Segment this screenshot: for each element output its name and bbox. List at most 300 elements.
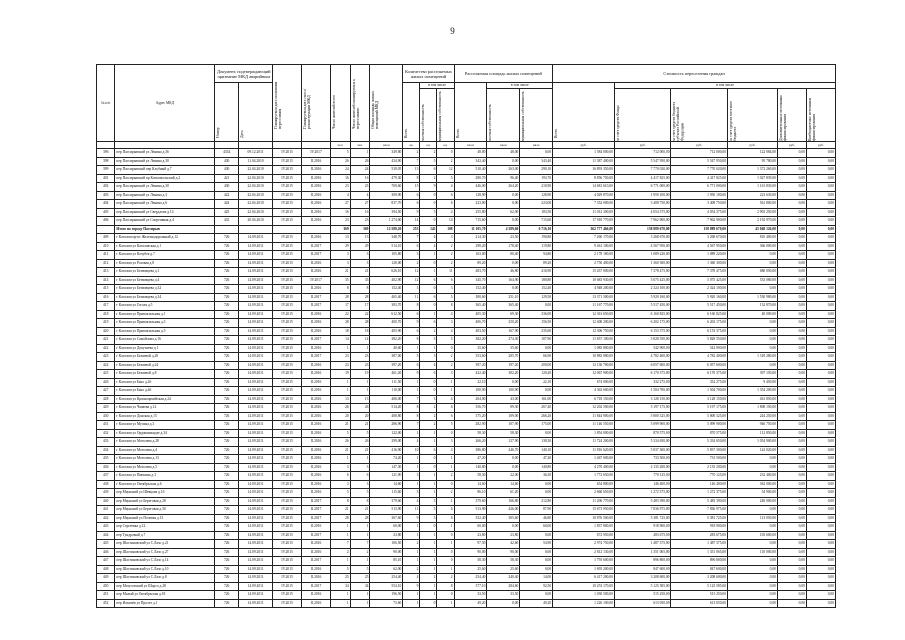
- table-cell: 5: [331, 489, 351, 498]
- table-cell: 2: [437, 574, 454, 583]
- table-cell: 405: [97, 208, 115, 217]
- table-cell: 1: [420, 438, 437, 447]
- table-cell: 403,50: [454, 327, 487, 336]
- table-cell: 3: [403, 489, 420, 498]
- table-cell: 14.09.2011: [238, 378, 272, 387]
- table-cell: 4: [420, 242, 437, 251]
- table-cell: 365,40: [454, 302, 487, 311]
- table-cell: 264,20: [487, 183, 520, 192]
- table-cell: 0,00: [728, 540, 778, 549]
- table-cell: 22,10: [520, 378, 553, 387]
- table-cell: 0,00: [728, 574, 778, 583]
- table-cell: 1 372 260,00: [728, 166, 778, 175]
- unit-cell: руб.: [671, 142, 728, 149]
- table-cell: 398: [97, 157, 115, 166]
- table-cell: 5: [331, 429, 351, 438]
- table-cell: 8: [403, 336, 420, 345]
- col-residents-planned-header: Число жителей планируемых к переселению: [351, 78, 360, 130]
- table-cell: 1: [420, 480, 437, 489]
- table-row: [97, 157, 836, 166]
- table-cell: 0,00: [777, 217, 806, 226]
- table-cell: 138,30: [520, 438, 553, 447]
- table-cell: 0,00: [520, 565, 553, 574]
- table-cell: 250,20: [487, 319, 520, 328]
- table-cell: 343,40: [454, 157, 487, 166]
- table-cell: 366 000,00: [728, 242, 778, 251]
- table-cell: 6: [437, 514, 454, 523]
- table-cell: 119,80: [520, 242, 553, 251]
- table-cell: 1 837 800,00: [553, 523, 615, 532]
- subtotal-row: [97, 225, 836, 234]
- table-cell: 14.09.2011: [238, 395, 272, 404]
- table-cell: 0,00: [806, 531, 835, 540]
- table-cell: 305,60: [487, 514, 520, 523]
- table-cell: 152,40: [370, 285, 403, 294]
- table-cell: II.2016: [302, 421, 331, 430]
- table-cell: IV.2015: [273, 217, 302, 226]
- table-cell: 09.12.2011: [238, 149, 272, 158]
- table-cell: 0,00: [520, 591, 553, 600]
- address-cell: пер Пассирывский пер Клубный д.7: [115, 166, 215, 175]
- table-cell: 1: [331, 387, 351, 396]
- table-cell: II.2016: [302, 480, 331, 489]
- table-cell: 726: [215, 429, 239, 438]
- table-cell: 14.09.2011: [238, 344, 272, 353]
- table-cell: 0,00: [806, 599, 835, 608]
- table-cell: 5 334 650,00: [614, 438, 671, 447]
- table-cell: 6 170 375,00: [671, 370, 728, 379]
- table-cell: 1: [350, 523, 370, 532]
- table-cell: 408,80: [370, 412, 403, 421]
- table-cell: 16 893 350,00: [553, 166, 615, 175]
- table-cell: 421: [215, 174, 239, 183]
- table-cell: 62,00: [487, 208, 520, 217]
- table-cell: 29: [350, 242, 370, 251]
- table-cell: 6: [403, 310, 420, 319]
- table-cell: 113 050,00: [728, 514, 778, 523]
- table-cell: 0,00: [777, 302, 806, 311]
- address-cell: пер Пассирывский пр Комсомольский д.2: [115, 174, 215, 183]
- table-cell: 0,00: [777, 276, 806, 285]
- table-cell: 2: [403, 259, 420, 268]
- table-cell: II.2017: [302, 497, 331, 506]
- table-cell: 1: [420, 557, 437, 566]
- table-cell: 18: [350, 327, 370, 336]
- table-cell: 5 197 175,00: [671, 404, 728, 413]
- table-cell: 96,40: [487, 174, 520, 183]
- table-cell: 6 057 600,00: [614, 361, 671, 370]
- table-cell: 90,00: [370, 548, 403, 557]
- table-cell: 8 856 750,00: [553, 174, 615, 183]
- table-cell: 5 517 450,00: [614, 302, 671, 311]
- table-cell: 0,00: [520, 344, 553, 353]
- table-cell: 1 360 300,00: [614, 259, 671, 268]
- table-cell: 6: [420, 370, 437, 379]
- col-plan-completion-header: Планируемая дата окончания переселения: [274, 81, 283, 130]
- table-cell: 21: [331, 268, 351, 277]
- table-cell: 0,00: [806, 361, 835, 370]
- table-cell: 1 950 100,00: [671, 191, 728, 200]
- table-cell: 0: [420, 200, 437, 209]
- table-cell: 152,40: [520, 285, 553, 294]
- table-cell: 451: [97, 591, 115, 600]
- table-cell: 379,60: [454, 497, 487, 506]
- table-row: [97, 327, 836, 336]
- table-cell: II.2016: [302, 523, 331, 532]
- table-cell: 2 178 180,00: [553, 251, 615, 260]
- table-cell: 726: [215, 276, 239, 285]
- table-cell: II.2017: [302, 336, 331, 345]
- table-cell: II.2017: [302, 353, 331, 362]
- table-cell: 5 099 900,00: [671, 421, 728, 430]
- table-cell: IV.2015: [273, 540, 302, 549]
- table-cell: 1: [437, 463, 454, 472]
- table-cell: 1 487 375,00: [671, 540, 728, 549]
- table-cell: 0,00: [777, 234, 806, 243]
- table-cell: 5: [350, 489, 370, 498]
- table-cell: 436: [97, 463, 115, 472]
- table-cell: 0: [437, 429, 454, 438]
- table-cell: 110,00: [370, 387, 403, 396]
- table-cell: 15 437 000,00: [553, 268, 615, 277]
- table-cell: 1: [403, 557, 420, 566]
- table-cell: 14,60: [487, 480, 520, 489]
- table-cell: 447: [97, 557, 115, 566]
- table-cell: 6: [420, 276, 437, 285]
- table-cell: IV.2015: [273, 497, 302, 506]
- table-cell: 14.09.2011: [238, 514, 272, 523]
- table-cell: 6: [403, 200, 420, 209]
- table-cell: 1 950 100,00: [614, 191, 671, 200]
- table-cell: 379,60: [370, 497, 403, 506]
- table-cell: 0,00: [777, 268, 806, 277]
- table-cell: 14.09.2011: [238, 497, 272, 506]
- table-cell: 1: [331, 599, 351, 608]
- table-cell: 161,00: [520, 395, 553, 404]
- table-cell: 0,00: [806, 438, 835, 447]
- unit-cell: руб.: [777, 142, 806, 149]
- table-cell: 46,80: [487, 268, 520, 277]
- table-cell: 7 352 000,00: [553, 200, 615, 209]
- table-cell: II.2016: [302, 387, 331, 396]
- table-cell: 6 202 175,00: [671, 319, 728, 328]
- table-cell: 3: [350, 480, 370, 489]
- address-cell: г Кагалом ул Безвовцева д.1: [115, 268, 215, 277]
- table-cell: 726: [215, 480, 239, 489]
- table-cell: 6: [403, 191, 420, 200]
- table-cell: 424: [97, 361, 115, 370]
- table-cell: 726: [215, 557, 239, 566]
- table-cell: 1: [437, 540, 454, 549]
- table-cell: 0: [420, 217, 437, 226]
- table-cell: 0,00: [728, 327, 778, 336]
- table-cell: II.2016: [302, 327, 331, 336]
- table-cell: 0,00: [777, 472, 806, 481]
- table-cell: 726: [215, 489, 239, 498]
- table-cell: 0,00: [806, 395, 835, 404]
- table-cell: 387,00: [370, 353, 403, 362]
- table-cell: 6: [403, 242, 420, 251]
- table-cell: 6 718 150,00: [553, 395, 615, 404]
- table-cell: 542 900,00: [614, 344, 671, 353]
- table-cell: 23,50: [487, 234, 520, 243]
- address-cell: Итого по городу Пассирыв: [115, 225, 215, 234]
- unit-cell: ед.: [420, 142, 437, 149]
- table-cell: 4 417 825,00: [614, 174, 671, 183]
- table-cell: 22.04.2010: [238, 191, 272, 200]
- table-cell: 0,00: [806, 387, 835, 396]
- table-cell: 121,90: [370, 472, 403, 481]
- table-cell: 11: [437, 268, 454, 277]
- table-cell: 4: [437, 208, 454, 217]
- unit-cell: чел.: [350, 142, 370, 149]
- table-cell: 17 918 770,00: [553, 217, 615, 226]
- table-cell: 726: [215, 336, 239, 345]
- table-cell: 2: [437, 361, 454, 370]
- table-cell: 14.09.2011: [238, 463, 272, 472]
- table-cell: II.2016: [302, 548, 331, 557]
- table-cell: 0,00: [777, 166, 806, 175]
- table-cell: 726: [215, 370, 239, 379]
- table-cell: 726: [215, 378, 239, 387]
- table-cell: IV.2015: [273, 310, 302, 319]
- table-cell: 3: [331, 463, 351, 472]
- unit-cell: кв.м: [487, 142, 520, 149]
- table-cell: 3 208 600,00: [614, 574, 671, 583]
- table-cell: 0,00: [487, 599, 520, 608]
- table-cell: 3: [437, 234, 454, 243]
- table-cell: 0,00: [806, 557, 835, 566]
- col-cost-local-header: за счет средств местного бюджета: [729, 101, 738, 142]
- table-cell: 89,30: [487, 404, 520, 413]
- table-cell: 561 800,00: [728, 200, 778, 209]
- address-cell: г Кагалом ул Беляевой д.8: [115, 370, 215, 379]
- table-cell: 43,00: [487, 395, 520, 404]
- table-cell: 6 057 600,00: [671, 361, 728, 370]
- table-cell: 2: [331, 548, 351, 557]
- table-cell: 726: [215, 472, 239, 481]
- table-cell: 40,60: [370, 344, 403, 353]
- table-cell: 190,80: [520, 234, 553, 243]
- col-count-incl-header: в том числе: [420, 83, 454, 89]
- col-cost-fund-header: за счет средств Фонда: [615, 105, 620, 142]
- table-cell: 14.09.2011: [238, 310, 272, 319]
- table-cell: IV.2015: [273, 276, 302, 285]
- table-cell: 22.04.2010: [238, 183, 272, 192]
- table-row: [97, 319, 836, 328]
- table-cell: 7 378 475,00: [614, 268, 671, 277]
- table-cell: 0,00: [777, 225, 806, 234]
- table-cell: 1: [403, 429, 420, 438]
- table-cell: 0,00: [728, 336, 778, 345]
- table-cell: 0,00: [777, 378, 806, 387]
- table-cell: 4 567 950,00: [614, 242, 671, 251]
- table-cell: 726: [215, 268, 239, 277]
- table-cell: 0,00: [806, 421, 835, 430]
- table-cell: 285,70: [487, 353, 520, 362]
- table-cell: 0: [420, 285, 437, 294]
- table-cell: 0,00: [806, 489, 835, 498]
- table-cell: 417: [97, 302, 115, 311]
- table-cell: 1: [420, 540, 437, 549]
- table-cell: 510,40: [454, 166, 487, 175]
- table-cell: II.2016: [302, 191, 331, 200]
- address-cell: пер Пассирывский ул Ленина д.36: [115, 149, 215, 158]
- table-cell: 4 054 375,00: [671, 208, 728, 217]
- table-cell: II.2017: [302, 302, 331, 311]
- table-cell: 450: [97, 582, 115, 591]
- table-cell: II.2016: [302, 378, 331, 387]
- table-cell: 142 020,00: [728, 446, 778, 455]
- table-cell: 6: [403, 327, 420, 336]
- table-cell: 0,00: [777, 174, 806, 183]
- table-row: [97, 472, 836, 481]
- unit-cell: кв.м: [454, 142, 487, 149]
- table-cell: 452: [97, 599, 115, 608]
- table-cell: 1: [420, 472, 437, 481]
- table-cell: 23: [331, 353, 351, 362]
- table-row: [97, 582, 836, 591]
- table-cell: 409: [97, 234, 115, 243]
- table-cell: 1: [420, 565, 437, 574]
- table-cell: II.2016: [302, 361, 331, 370]
- address-cell: г Кагалом ул Кочубея д.7: [115, 251, 215, 260]
- table-cell: 14.09.2011: [238, 268, 272, 277]
- table-cell: 0,00: [777, 548, 806, 557]
- table-cell: 1: [331, 378, 351, 387]
- table-cell: 14.09.2011: [238, 557, 272, 566]
- table-cell: 8: [403, 412, 420, 421]
- table-cell: 367,60: [370, 514, 403, 523]
- table-cell: 12 580,20: [370, 225, 403, 234]
- address-cell: пер Малый ул Октябрьская д.18: [115, 591, 215, 600]
- unit-cell: руб.: [553, 142, 615, 149]
- table-cell: 22,00: [487, 472, 520, 481]
- table-cell: 21: [331, 421, 351, 430]
- table-cell: 89,20: [454, 259, 487, 268]
- table-cell: IV.2015: [273, 506, 302, 515]
- table-cell: 0,00: [777, 259, 806, 268]
- table-cell: 7: [403, 395, 420, 404]
- table-cell: 3: [403, 251, 420, 260]
- table-cell: 415: [97, 285, 115, 294]
- table-cell: 26: [331, 404, 351, 413]
- table-cell: 14.09.2011: [238, 285, 272, 294]
- table-cell: 0,00: [806, 446, 835, 455]
- table-row: [97, 395, 836, 404]
- table-cell: 18: [331, 327, 351, 336]
- table-cell: 0,00: [777, 421, 806, 430]
- table-cell: 6: [331, 472, 351, 481]
- table-cell: 434,90: [370, 157, 403, 166]
- table-cell: 8: [403, 302, 420, 311]
- table-cell: II.2017: [302, 251, 331, 260]
- col-cost-region-header: за счет средств бюджета субъекта Российской Федерации: [672, 101, 685, 142]
- table-cell: 1 054 900,00: [728, 438, 778, 447]
- table-cell: 266,20: [520, 412, 553, 421]
- unit-cell: [238, 142, 272, 149]
- table-cell: 352,40: [454, 514, 487, 523]
- table-cell: 122 084,00: [728, 149, 778, 158]
- table-cell: II.2016: [302, 217, 331, 226]
- table-cell: 5 334 650,00: [671, 438, 728, 447]
- table-cell: 48,00: [454, 149, 487, 158]
- table-cell: 0,00: [806, 523, 835, 532]
- table-cell: II.2016: [302, 599, 331, 608]
- table-cell: 255,80: [454, 208, 487, 217]
- table-cell: 13: [331, 395, 351, 404]
- table-cell: 6 153 375,00: [671, 327, 728, 336]
- table-row: [97, 336, 836, 345]
- table-cell: II.2016: [302, 446, 331, 455]
- table-cell: 416,90: [520, 268, 553, 277]
- table-cell: 674 000,00: [553, 378, 615, 387]
- table-row: [97, 344, 836, 353]
- table-cell: 410: [97, 242, 115, 251]
- table-cell: 1: [437, 599, 454, 608]
- table-cell: 1: [437, 497, 454, 506]
- table-cell: 0: [420, 378, 437, 387]
- table-cell: 0,00: [806, 353, 835, 362]
- table-cell: 80,40: [487, 251, 520, 260]
- table-cell: 1: [403, 599, 420, 608]
- table-cell: 726: [215, 523, 239, 532]
- table-cell: 25: [350, 574, 370, 583]
- table-cell: 4 363 600,00: [553, 387, 615, 396]
- table-cell: 0,00: [806, 327, 835, 336]
- table-cell: 0,00: [806, 234, 835, 243]
- table-cell: 267,40: [520, 404, 553, 413]
- table-cell: 554,10: [370, 582, 403, 591]
- table-cell: 1 351 065,00: [614, 548, 671, 557]
- table-cell: 0,00: [487, 523, 520, 532]
- table-cell: 10 883 080,00: [553, 353, 615, 362]
- table-cell: 0: [420, 302, 437, 311]
- table-cell: 1 085 800,00: [553, 344, 615, 353]
- table-cell: 726: [215, 497, 239, 506]
- table-cell: 613 050,00: [671, 599, 728, 608]
- table-cell: 0,00: [806, 480, 835, 489]
- table-cell: 416: [97, 293, 115, 302]
- table-cell: 847 600,00: [614, 565, 671, 574]
- table-cell: 128,90: [454, 191, 487, 200]
- table-cell: 223,00: [520, 200, 553, 209]
- table-cell: 332 275,00: [671, 378, 728, 387]
- table-row: [97, 276, 836, 285]
- table-cell: 726: [215, 506, 239, 515]
- table-cell: 0,00: [777, 463, 806, 472]
- table-cell: 14.09.2011: [238, 361, 272, 370]
- table-cell: 427: [97, 387, 115, 396]
- table-row: [97, 183, 836, 192]
- table-cell: 21: [331, 506, 351, 515]
- table-cell: 1 272 375,00: [671, 489, 728, 498]
- col-count-group-header: Количество расселяемых жилых помещений: [403, 65, 454, 83]
- table-cell: 6: [437, 191, 454, 200]
- table-cell: 11 657 100,00: [553, 336, 615, 345]
- table-cell: 1 274,00: [370, 217, 403, 226]
- address-cell: пер Маунский ул Береговая д.30: [115, 506, 215, 515]
- table-cell: 0,00: [487, 463, 520, 472]
- table-cell: 1: [437, 523, 454, 532]
- table-cell: 2: [437, 157, 454, 166]
- table-cell: 0,00: [777, 319, 806, 328]
- table-cell: 3 408 750,00: [671, 200, 728, 209]
- table-cell: 6: [403, 361, 420, 370]
- table-cell: 0,00: [806, 149, 835, 158]
- table-cell: 47,20: [454, 455, 487, 464]
- table-cell: IV.2015: [273, 429, 302, 438]
